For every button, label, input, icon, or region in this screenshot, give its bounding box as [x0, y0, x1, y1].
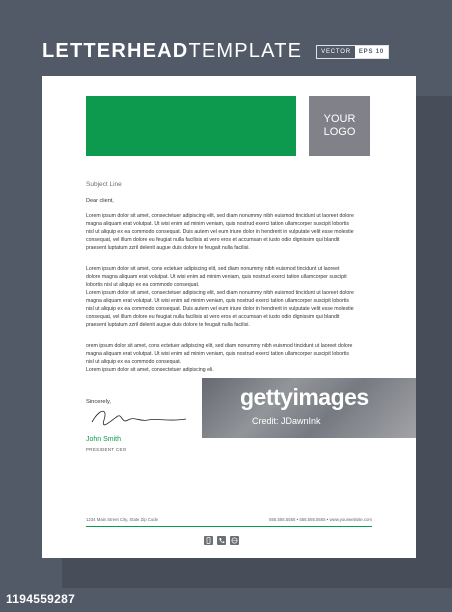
paragraph-line: nisl ut aliquip ex ea commodo consequat. Duis autem vel eum iriure dolor in hendrerit in vulputate velit esse molestie: [86, 229, 354, 235]
phone-icon: [217, 536, 226, 545]
footer-divider: [86, 526, 372, 527]
badge-eps-label: EPS 10: [355, 46, 388, 58]
paragraph-3: [86, 342, 376, 374]
greeting: Dear client,: [86, 198, 114, 204]
letterhead-page: [42, 76, 416, 558]
logo-line-1: YOUR: [323, 113, 356, 125]
footer-address: 1234 Main Street City, State Zip Code: [86, 517, 159, 522]
green-header-block: [86, 96, 296, 156]
signature-image: [88, 404, 188, 434]
paragraph-2: [86, 265, 376, 329]
title-light: TEMPLATE: [188, 40, 303, 62]
paragraph-line: consequat, vel illum dolore eu feugiat nulla facilisis at vero eros et accumsan et iusto odio dignissim qui blandit: [86, 237, 340, 243]
paragraph-line: praesent luptatum zzril delenit augue duis dolore te feugait nulla facilisi.: [86, 322, 250, 328]
watermark-credit: Credit: JDawnInk: [252, 416, 321, 426]
image-id: 1194559287: [6, 592, 76, 606]
paragraph-line: magna aliquam erat volutpat. Ut wisi enim ad minim veniam, quis nostrud exerci tation ullamcorper suscipit lobortis: [86, 221, 349, 227]
vector-badge: [316, 45, 389, 59]
footer-icons: [204, 536, 239, 545]
paragraph-line: nisl ut aliquip ex ea commodo consequat. Duis autem vel eum iriure dolor in hendrerit in vulputate velit esse molestie: [86, 306, 354, 312]
paragraph-line: nisl ut aliquip ex ea commodo consequat.: [86, 359, 182, 365]
signer-name: John Smith: [86, 436, 122, 443]
sincerely-text: Sincerely,: [86, 399, 112, 405]
paragraph-line: Lorem ipsum dolor sit amet, consectetuer adipiscing elit, sed diam nonummy nibh euismod tincidunt ut laoreet dolore: [86, 290, 354, 296]
watermark-logo: gettyimages: [240, 384, 369, 410]
paragraph-line: Lorem ipsum dolor sit amet, cons ectetuer adipiscing elit, sed diam nonummy nibh euismod tincidunt ut laoreet: [86, 266, 340, 272]
paragraph-line: lobortis nisl ut aliquip ex ea commodo consequat.: [86, 282, 200, 288]
mobile-icon: [204, 536, 213, 545]
paragraph-line: Lorem ipsum dolor sit amet, consectetuer adipiscing eli.: [86, 367, 214, 373]
paragraph-line: praesent luptatum zzril delenit augue duis dolore te feugait nulla facilisi.: [86, 245, 250, 251]
globe-icon: [230, 536, 239, 545]
paragraph-line: magna aliquam erat volutpat. Ut wisi enim ad minim veniam, quis nostrud exerci tation ullamcorper suscipit lobortis: [86, 351, 349, 357]
paragraph-line: dolore magna aliquam erat volutpat. Ut wisi enim ad minim veniam, quis nostrud exerci tation ullamcorper suscipit: [86, 274, 347, 280]
page-header: [42, 40, 389, 63]
paragraph-line: consequat, vel illum dolore eu feugiat nulla facilisis at vero eros et accumsan et iusto odio dignissim qui blandit: [86, 314, 340, 320]
paragraph-line: magna aliquam erat volutpat. Ut wisi enim ad minim veniam, quis nostrud exerci tation ullamcorper suscipit lobortis: [86, 298, 349, 304]
badge-vector-label: VECTOR: [321, 48, 351, 55]
paragraph-line: orem ipsum dolor sit amet, cons ectetuer adipiscing elit, sed diam nonummy nibh euismod tincidunt ut laoreet dolore: [86, 343, 353, 349]
paragraph-1: [86, 212, 376, 252]
title-bold: LETTERHEAD: [42, 40, 189, 62]
subject-line: Subject Line: [86, 181, 122, 188]
footer-contact: 555.555.5555 • 555.555.5555 • www.yourwebsite.com: [269, 517, 372, 522]
paragraph-line: Lorem ipsum dolor sit amet, consectetuer adipiscing elit, sed diam nonummy nibh euismod tincidunt ut laoreet dolore: [86, 213, 354, 219]
logo-placeholder: [309, 96, 370, 156]
signer-role: PRESIDENT CEO: [86, 447, 127, 452]
stock-watermark: [202, 378, 416, 438]
logo-line-2: LOGO: [323, 126, 356, 138]
